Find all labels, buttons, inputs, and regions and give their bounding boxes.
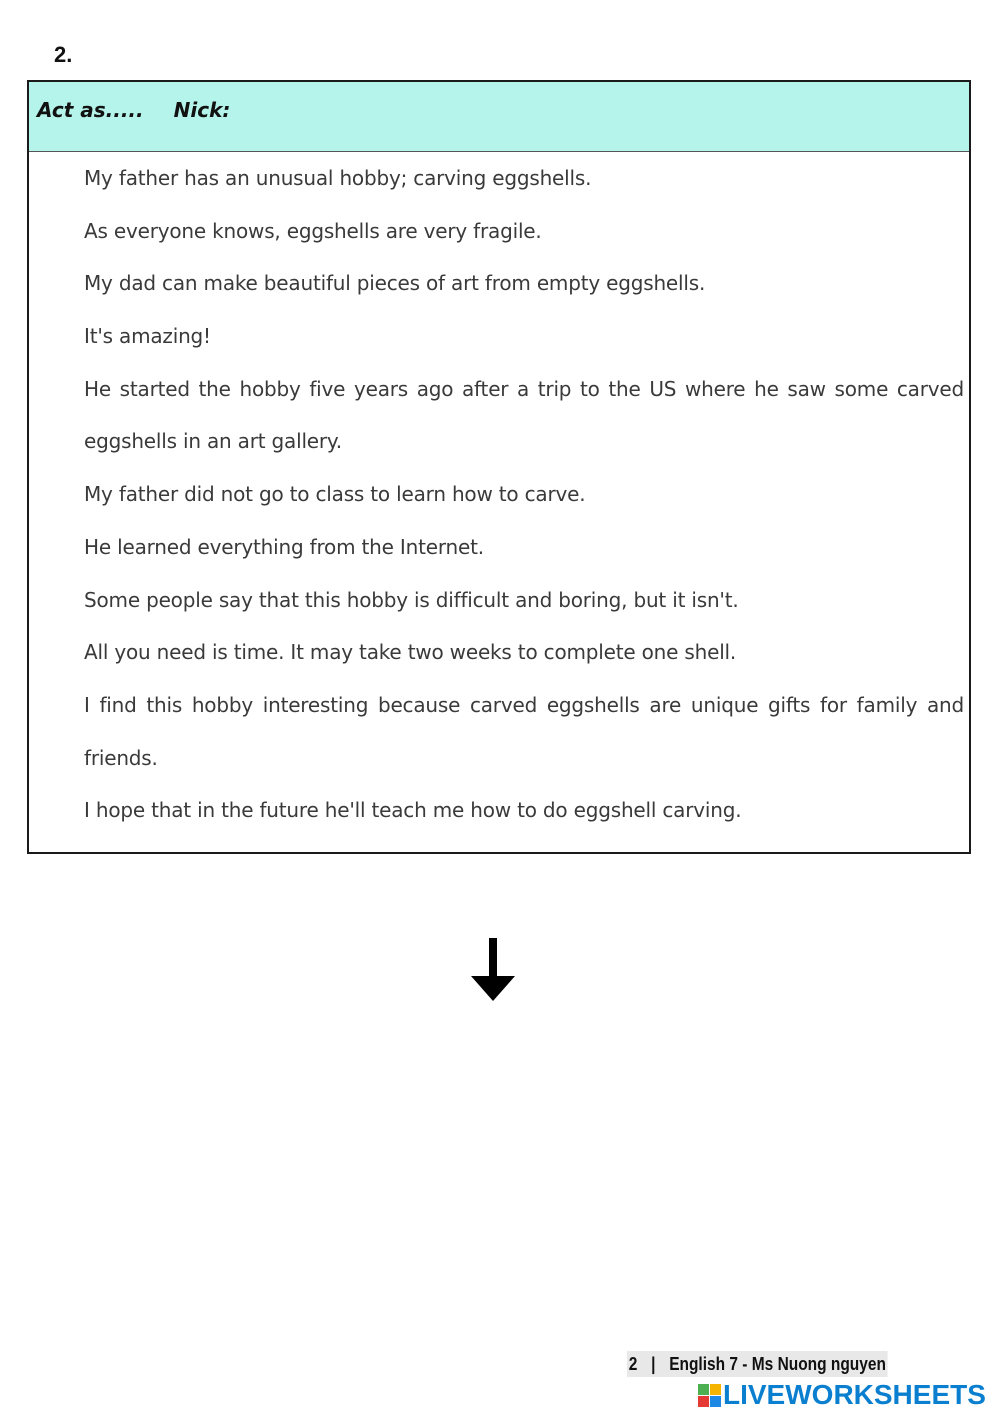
liveworksheets-logo-icon <box>698 1384 721 1407</box>
passage-line: It's amazing! <box>84 324 211 349</box>
character-name: Nick: <box>173 98 231 122</box>
passage-line: He learned everything from the Internet. <box>84 534 484 559</box>
course-label: English 7 - Ms Nuong nguyen <box>669 1354 886 1374</box>
role-header <box>29 82 969 152</box>
brand-name: LIVEWORKSHEETS <box>723 1379 986 1410</box>
passage-line: As everyone knows, eggshells are very fragile. <box>84 218 542 243</box>
page-number: 2 <box>628 1354 638 1374</box>
arrow-down-icon <box>470 938 516 1002</box>
passage-lines <box>84 167 964 852</box>
page-footer <box>627 1351 888 1377</box>
passage-line: eggshells in an art gallery. <box>84 429 342 454</box>
passage-line: My father has an unusual hobby; carving eggshells. <box>84 166 592 190</box>
passage-box <box>27 80 971 854</box>
passage-line: friends. <box>84 745 158 770</box>
passage-line: He started the hobby five years ago after a trip to the US where he saw some carved <box>84 376 964 401</box>
act-as-label: Act as..... <box>37 98 144 122</box>
question-number: 2. <box>54 42 73 67</box>
passage-line: I find this hobby interesting because carved eggshells are unique gifts for family and <box>84 692 964 717</box>
passage-line: My father did not go to class to learn how to carve. <box>84 482 586 507</box>
footer-separator: | <box>651 1354 656 1374</box>
liveworksheets-brand <box>698 1380 986 1410</box>
passage-line: All you need is time. It may take two weeks to complete one shell. <box>84 640 737 665</box>
passage-line: I hope that in the future he'll teach me how to do eggshell carving. <box>84 798 742 823</box>
passage-line: My dad can make beautiful pieces of art from empty eggshells. <box>84 271 706 296</box>
passage-line: Some people say that this hobby is difficult and boring, but it isn't. <box>84 587 739 612</box>
